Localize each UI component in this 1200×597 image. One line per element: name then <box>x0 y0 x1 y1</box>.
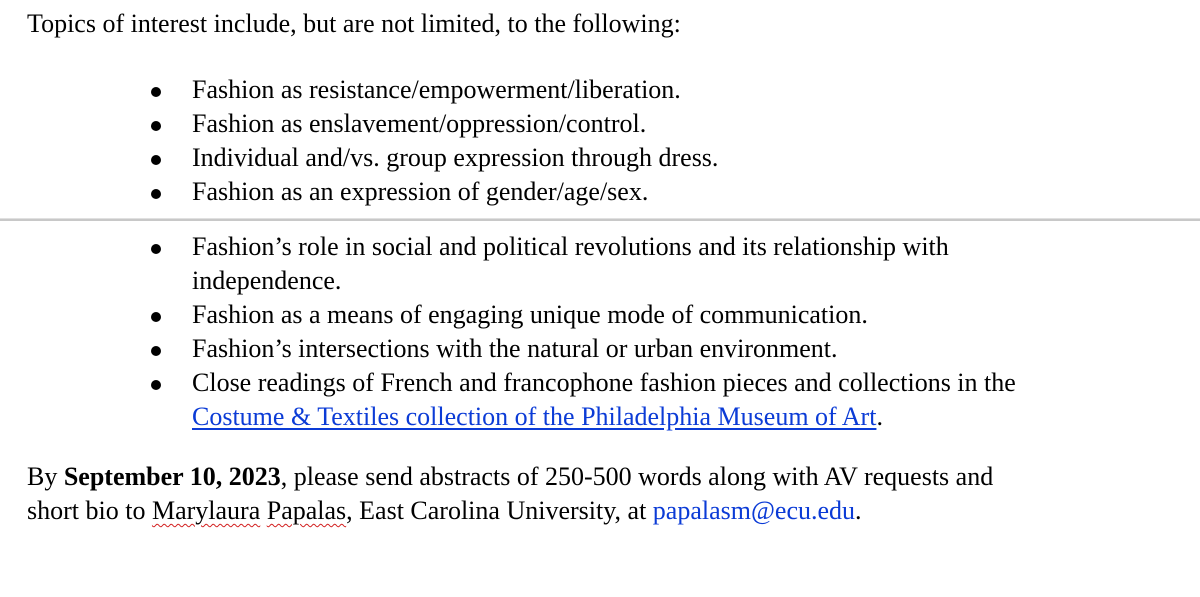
bullet-icon <box>151 346 161 356</box>
list-item-text <box>192 366 1092 434</box>
bullet-icon <box>151 312 161 322</box>
museum-collection-link[interactable]: Costume & Textiles collection of the Philadelphia Museum of Art <box>192 402 877 431</box>
list-item-text <box>192 230 1092 298</box>
bullet-icon <box>151 155 161 165</box>
email-link[interactable]: papalasm@ecu.edu <box>652 496 856 525</box>
closing-line2-mid: , East Carolina University, at <box>346 496 653 525</box>
list-item-line: independence. <box>192 266 342 295</box>
intro-paragraph: Topics of interest include, but are not limited, to the following: <box>27 9 681 38</box>
bullet-icon <box>151 244 161 254</box>
list-item-text: Fashion as enslavement/oppression/control. <box>192 109 647 138</box>
list-item-line: Fashion’s role in social and political revolutions and its relationship with <box>192 232 949 261</box>
list-item-period: . <box>876 402 883 431</box>
page-break-divider <box>0 218 1200 221</box>
list-item-text: Fashion as resistance/empowerment/liberation. <box>192 75 681 104</box>
list-item-text: Fashion as an expression of gender/age/sex. <box>192 177 649 206</box>
bullet-icon <box>151 87 161 97</box>
closing-paragraph <box>27 460 993 528</box>
bullet-icon <box>151 189 161 199</box>
contact-first-name: Marylaura <box>151 496 261 525</box>
closing-line2-prefix: short bio to <box>27 496 152 525</box>
closing-period: . <box>855 496 862 525</box>
deadline-date: September 10, 2023 <box>63 462 281 491</box>
list-item-line: Close readings of French and francophone fashion pieces and collections in the <box>192 368 1016 397</box>
bullet-icon <box>151 380 161 390</box>
bullet-icon <box>151 121 161 131</box>
closing-prefix: By <box>27 462 64 491</box>
list-item-text: Fashion as a means of engaging unique mode of communication. <box>192 300 868 329</box>
contact-last-name: Papalas <box>266 496 347 525</box>
closing-line1-text: , please send abstracts of 250-500 words along with AV requests and <box>280 462 994 491</box>
list-item-text: Individual and/vs. group expression through dress. <box>192 143 719 172</box>
list-item-text: Fashion’s intersections with the natural or urban environment. <box>192 334 838 363</box>
